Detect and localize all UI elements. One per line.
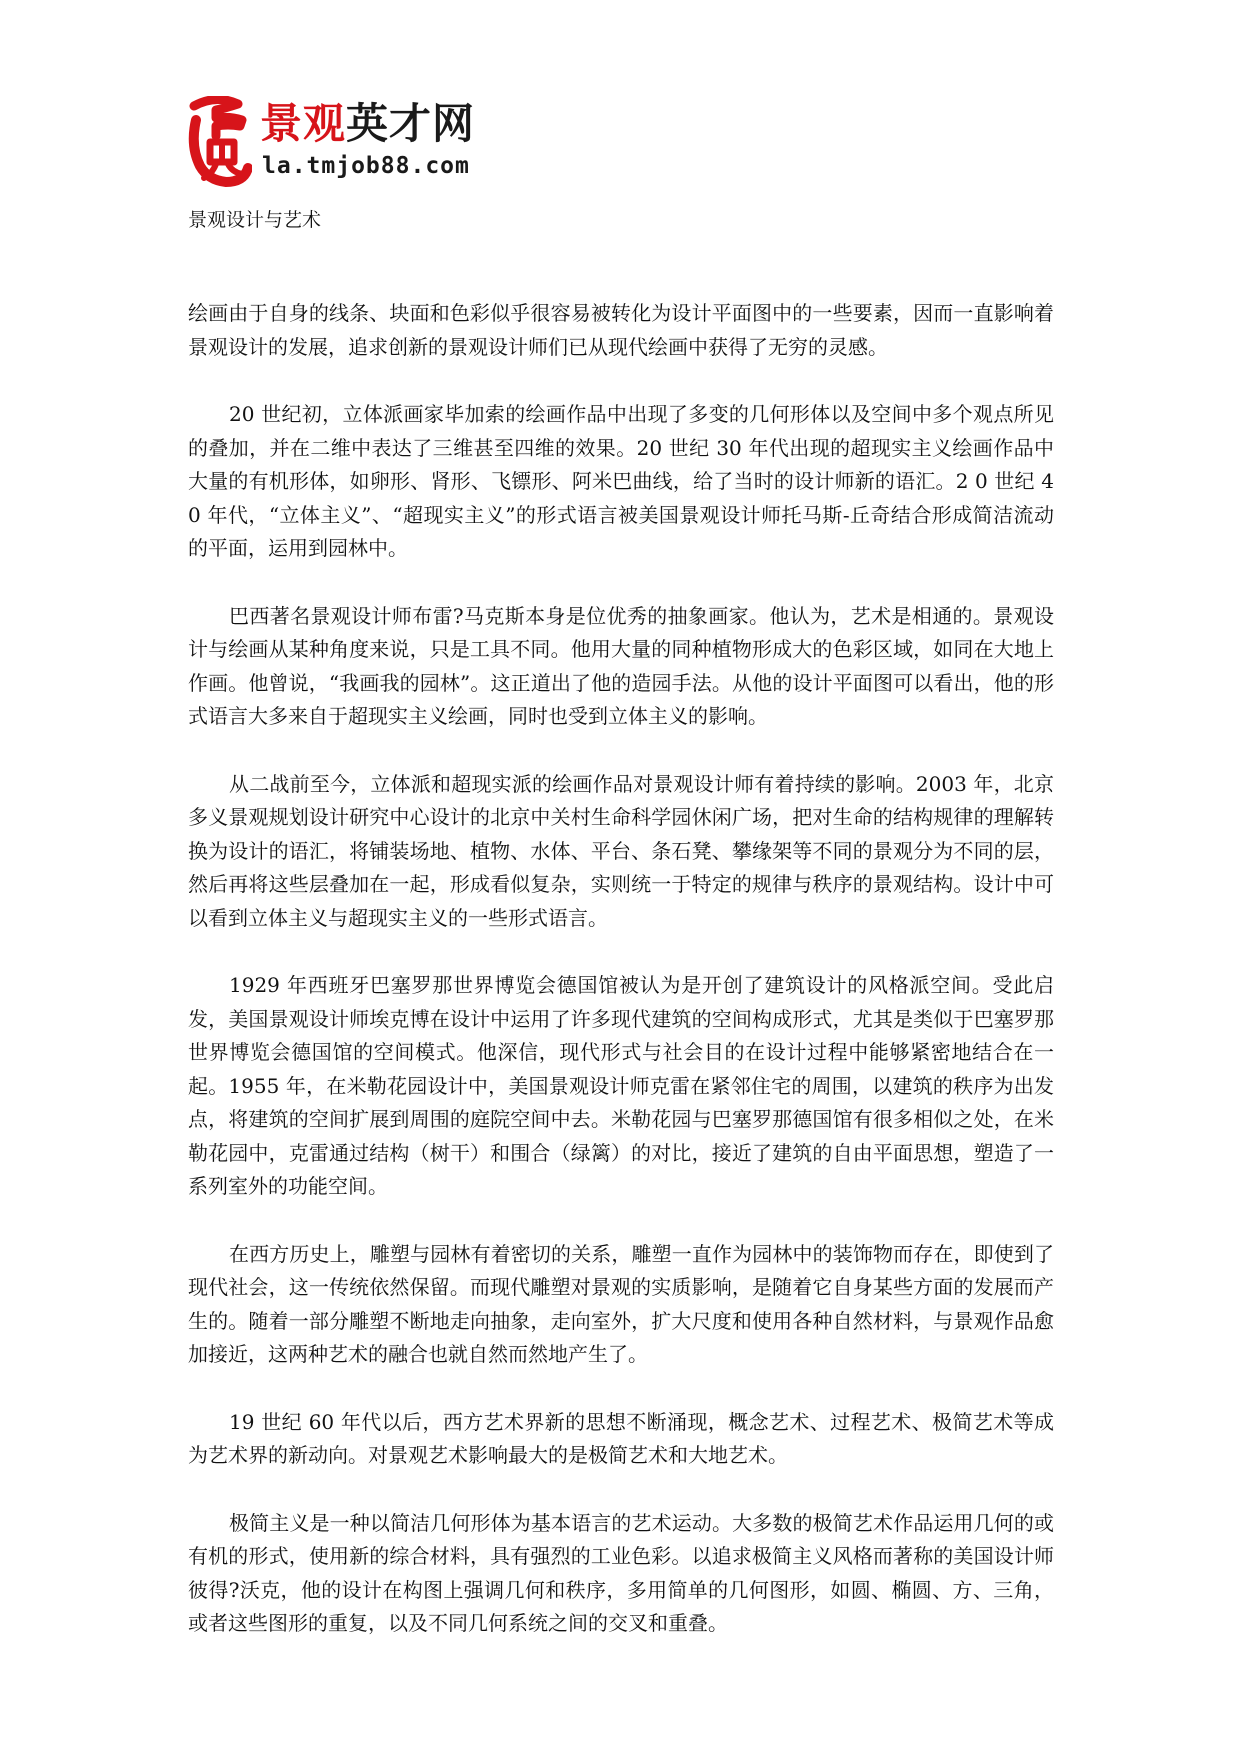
logo-name-part2: 英才网 [346, 99, 476, 148]
logo-mark-icon [186, 96, 252, 188]
paragraph: 19 世纪 60 年代以后，西方艺术界新的思想不断涌现，概念艺术、过程艺术、极简艺术等成为艺术界的新动向。对景观艺术影响最大的是极简艺术和大地艺术。 [188, 1409, 1054, 1467]
document-title: 景观设计与艺术 [188, 209, 322, 231]
logo-url: la.tmjob88.com [262, 153, 470, 179]
paragraph: 在西方历史上，雕塑与园林有着密切的关系，雕塑一直作为园林中的装饰物而存在，即使到了现代社会，这一传统依然保留。而现代雕塑对景观的实质影响，是随着它自身某些方面的发展而产生的。随着一部分雕塑不断地走向抽象，走向室外，扩大尺度和使用各种自然材料，与景观作品愈加接近，这两种艺术的融合也就自然而然地产生了。 [188, 1241, 1054, 1366]
paragraph: 从二战前至今，立体派和超现实派的绘画作品对景观设计师有着持续的影响。2003 年，北京多义景观规划设计研究中心设计的北京中关村生命科学园休闲广场，把对生命的结构规律的理解转换为设计的语汇，将铺装场地、植物、水体、平台、条石凳、攀缘架等不同的景观分为不同的层，然后再将这些层叠加在一起，形成看似复杂，实则统一于特定的规律与秩序的景观结构。设计中可以看到立体主义与超现实主义的一些形式语言。 [188, 771, 1054, 930]
site-logo[interactable] [186, 96, 516, 188]
document-body [188, 297, 1054, 1675]
logo-name [260, 100, 475, 148]
paragraph: 极简主义是一种以简洁几何形体为基本语言的艺术运动。大多数的极简艺术作品运用几何的或有机的形式，使用新的综合材料，具有强烈的工业色彩。以追求极简主义风格而著称的美国设计师彼得?沃克，他的设计在构图上强调几何和秩序，多用简单的几何图形，如圆、椭圆、方、三角，或者这些图形的重复，以及不同几何系统之间的交叉和重叠。 [188, 1510, 1054, 1635]
paragraph: 绘画由于自身的线条、块面和色彩似乎很容易被转化为设计平面图中的一些要素，因而一直影响着景观设计的发展，追求创新的景观设计师们已从现代绘画中获得了无穷的灵感。 [188, 301, 1054, 359]
paragraph: 20 世纪初，立体派画家毕加索的绘画作品中出现了多变的几何形体以及空间中多个观点所见的叠加，并在二维中表达了三维甚至四维的效果。20 世纪 30 年代出现的超现实主义绘画作品中大量的有机形体，如卵形、肾形、飞镖形、阿米巴曲线，给了当时的设计师新的语汇。2 0 世纪 40 年代，“立体主义”、“超现实主义”的形式语言被美国景观设计师托马斯-丘奇结合形成简洁流动的平面，运用到园林中。 [188, 402, 1054, 560]
paragraph: 巴西著名景观设计师布雷?马克斯本身是位优秀的抽象画家。他认为，艺术是相通的。景观设计与绘画从某种角度来说，只是工具不同。他用大量的同种植物形成大的色彩区域，如同在大地上作画。他曾说，“我画我的园林”。这正道出了他的造园手法。从他的设计平面图可以看出，他的形式语言大多来自于超现实主义绘画，同时也受到立体主义的影响。 [188, 603, 1054, 728]
paragraph: 1929 年西班牙巴塞罗那世界博览会德国馆被认为是开创了建筑设计的风格派空间。受此启发，美国景观设计师埃克博在设计中运用了许多现代建筑的空间构成形式，尤其是类似于巴塞罗那世界博览会德国馆的空间模式。他深信，现代形式与社会目的在设计过程中能够紧密地结合在一起。1955 年，在米勒花园设计中，美国景观设计师克雷在紧邻住宅的周围，以建筑的秩序为出发点，将建筑的空间扩展到周围的庭院空间中去。米勒花园与巴塞罗那德国馆有很多相似之处，在米勒花园中，克雷通过结构（树干）和围合（绿篱）的对比，接近了建筑的自由平面思想，塑造了一系列室外的功能空间。 [188, 973, 1054, 1198]
logo-name-part1: 景观 [260, 99, 347, 148]
